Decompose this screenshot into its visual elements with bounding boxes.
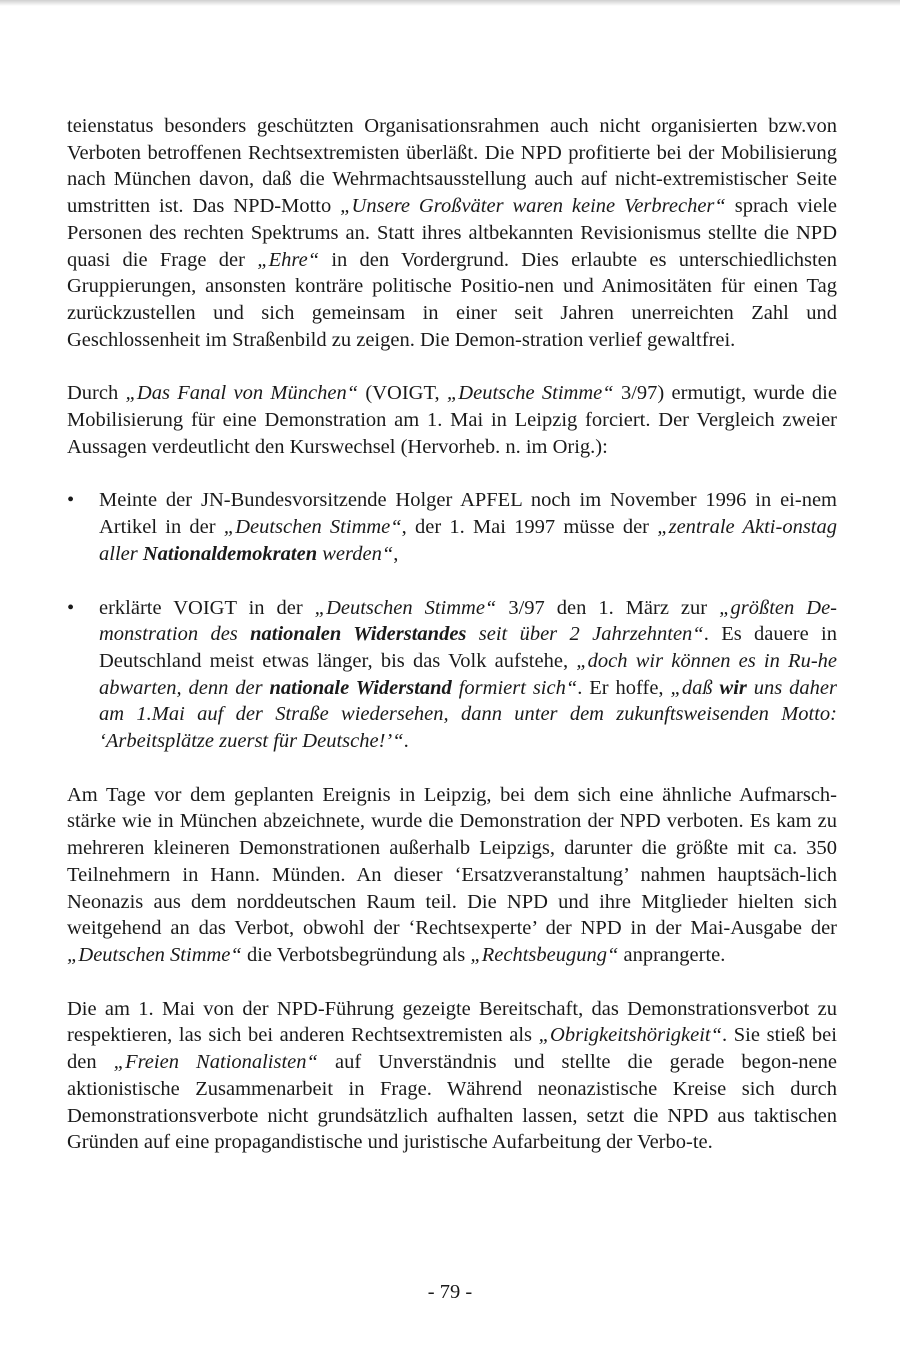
quote: „daß [670, 676, 720, 699]
quote: „Freien Nationalisten“ [113, 1051, 318, 1074]
text-run: Meinte der JN-Bundesvorsitzende Holger APFEL noch im November 1996 in ei-nem Artikel in der [99, 489, 837, 539]
quote-fanal: „Das Fanal von München“ [125, 382, 359, 405]
scan-edge-shadow [0, 0, 900, 6]
quote: „Obrigkeitshörigkeit“ [538, 1024, 722, 1047]
paragraph-2 [67, 380, 837, 460]
text-run: die Verbotsbegründung als [241, 943, 471, 966]
text-run: (VOIGT, [358, 382, 447, 405]
list-item-apfel [67, 487, 837, 567]
text-run: , [393, 542, 399, 565]
text-run: anprangerte. [618, 943, 726, 966]
emphasis: nationalen Widerstandes [250, 623, 467, 646]
text-run: Durch [67, 382, 126, 405]
quote-motto: „Unsere Großväter waren keine Verbrecher“ [340, 195, 726, 218]
quote: werden“ [317, 542, 394, 565]
quote: „Deutschen Stimme“ [223, 516, 402, 539]
quote: „Deutschen Stimme“ [67, 943, 242, 966]
emphasis: wir [719, 676, 747, 699]
quote: seit über 2 Jahrzehnten“ [466, 623, 704, 646]
text-run: sprach viele Personen des rechten Spektrums an. Statt ihres altbekannten Revisionismus stellte die NPD quasi die Frage der [67, 195, 837, 271]
document-page [67, 113, 837, 1156]
quote: formiert sich“ [451, 676, 578, 699]
text-run: . Es dauere in Deutschland meist etwas länger, bis das Volk aufstehe, [99, 623, 837, 672]
text-run: Die am 1. Mai von der NPD-Führung gezeigte Bereitschaft, das Demonstrationsverbot zu respektieren, las sich bei anderen Rechtsextremisten als [67, 997, 837, 1047]
text-run: in den Vordergrund. Dies erlaubte es unterschiedlichsten Gruppierungen, ansonsten konträre politische Positio-nen und Animositäten für einen Tag zurückzustellen und sich gemeinsam in einer seit Jahren unerreichten Zahl und Geschlossenheit im Straßenbild zu zeigen. Die Demon-stration verlief gewaltfrei. [67, 248, 837, 351]
quote: „doch wir können es in Ru-he abwarten, denn der [99, 649, 838, 699]
emphasis: nationale Widerstand [269, 676, 452, 699]
text-run: . Sie stieß bei den [67, 1024, 837, 1074]
quote: „zentrale Akti-onstag aller [99, 516, 837, 565]
text-run: auf Unverständnis und stellte die gerade begon-nene aktionistische Zusammenarbeit in Frage. Während neonazistische Kreise sich durch Demonstrationsverbote nicht grundsätzlich aufhalten lassen, setzt die NPD aus taktischen Gründen auf eine propagandistische und juristische Aufarbeitung der Verbo-te. [67, 1051, 837, 1154]
quote: uns daher am 1.Mai auf der Straße wiedersehen, dann unter dem zukunftsweisenden Motto: ‘Arbeitsplätze zuerst für Deutsche!’“ [99, 676, 837, 753]
quote-deutsche-stimme: „Deutsche Stimme“ [446, 382, 614, 405]
text-run: . Er hoffe, [577, 676, 671, 699]
text-run: , der 1. Mai 1997 müsse der [401, 516, 658, 539]
text-run: 3/97 den 1. März zur [496, 596, 720, 619]
quote: „größten De-monstration des [99, 596, 837, 646]
quote: „Deutschen Stimme“ [314, 596, 497, 619]
text-run: . [403, 730, 409, 753]
paragraph-4 [67, 996, 837, 1156]
bullet-icon: • [67, 489, 75, 512]
comparison-list [67, 487, 837, 754]
text-run: erklärte VOIGT in der [99, 596, 315, 619]
text-run: Am Tage vor dem geplanten Ereignis in Leipzig, bei dem sich eine ähnliche Aufmarsch-stärke wie in München abzeichnete, wurde die Demonstration der NPD verboten. Es kam zu mehreren kleineren Demonstrationen außerhalb Leipzigs, darunter die größte mit ca. 350 Teilnehmern in Hann. Münden. An dieser ‘Ersatzveranstaltung’ nahmen hauptsäch-lich Neonazis aus dem norddeutschen Raum teil. Die NPD und ihre Mitglieder hielten sich weitgehend an das Verbot, obwohl der ‘Rechtsexperte’ der NPD in der Mai-Ausgabe der [67, 783, 837, 940]
emphasis: Nationaldemokraten [142, 542, 318, 565]
text-run: teienstatus besonders geschützten Organisationsrahmen auch nicht organisierten bzw.von Verboten betroffenen Rechtsextremisten überläßt. Die NPD profitierte bei der Mobilisierung nach München davon, daß die Wehrmachtsausstellung auch auf nicht-extremistischer Seite umstritten ist. Das NPD-Motto [67, 115, 837, 218]
quote: „Rechtsbeugung“ [470, 943, 619, 966]
bullet-icon: • [67, 596, 75, 619]
paragraph-3 [67, 782, 837, 969]
page-number: - 79 - [427, 1281, 473, 1303]
paragraph-1 [67, 113, 837, 353]
text-run: 3/97) ermutigt, wurde die Mobilisierung für eine Demonstration am 1. Mai in Leipzig forciert. Der Vergleich zweier Aussagen verdeutlicht den Kurswechsel (Hervorheb. n. im Orig.): [67, 382, 837, 458]
quote-ehre: „Ehre“ [257, 248, 320, 271]
list-item-voigt [67, 595, 837, 755]
